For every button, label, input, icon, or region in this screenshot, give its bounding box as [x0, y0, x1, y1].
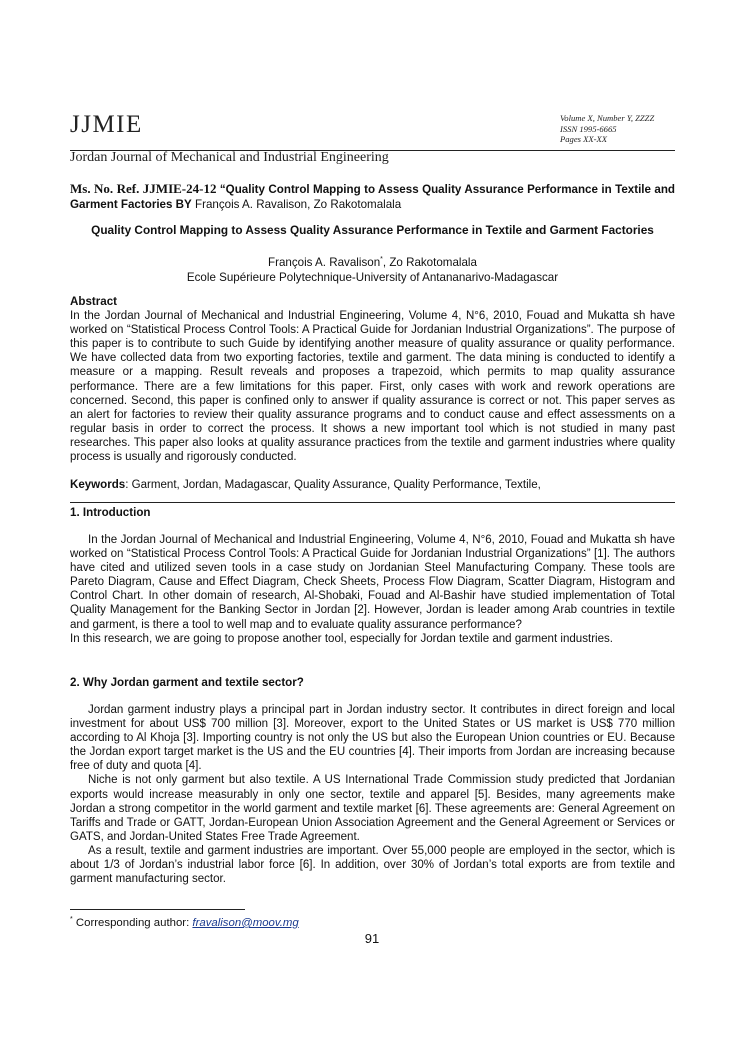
abstract-body: In the Jordan Journal of Mechanical and Industrial Engineering, Volume 4, N°6, 2010, Fouad and Mukatta sh have worked on “Statistical Process Control Tools: A Practical Guide for Jordanian Industrial Organizations”. The purpose of this paper is to contribute to such Guide by identifying another measure of quality assurance or quality performance. We have collected data from two exporting factories, textile and garment. The data mining is conducted to identify a measure or a mapping. Result reveals and proposes a trapezoid, which permits to map quality assurance performance. There are a few limitations for this paper. First, only cases with work and rework operations are concerned. Second, this paper is confined only to answer if quality assurance is correct or not. This paper serves as an alert for factories to review their quality assurance programs and to conduct cause and effect assessments on a regular basis in order to correct the process. It shows a new important tool which is not studied in many past researches. This paper also looks at quality assurance practices from the textile and garment industries where quality process is usually and rigorously conducted. [70, 310, 675, 464]
abstract-heading: Abstract [70, 295, 118, 308]
manuscript-authors: François A. Ravalison, Zo Rakotomalala [191, 198, 402, 211]
section-introduction [70, 506, 675, 520]
corresponding-email-link[interactable]: fravalison@moov.mg [192, 916, 299, 929]
footnote [70, 916, 299, 929]
section1-paragraph-1: In the Jordan Journal of Mechanical and Industrial Engineering, Volume 4, N°6, 2010, Fouad and Mukatta sh have worked on “Statistical Process Control Tools: A Practical Guide for Jordanian Industrial Organizations” [1]. The authors have cited and utilized seven tools in a case study on Jordanian Steel Manufacturing Company. These tools are Pareto Diagram, Cause and Effect Diagram, Check Sheets, Process Flow Diagram, Scatter Diagram, Histogram and Control Chart. In other domain of research, Al-Shobaki, Fouad and Al-Bashir have studied implementation of Total Quality Management for the Banking Sector in Jordan [2]. However, Jordan is leader among Arab countries in textile and garment, is there a tool to well map and to evaluate quality assurance performance? [70, 534, 675, 631]
affiliation: Ecole Supérieure Polytechnique-University of Antananarivo-Madagascar [186, 270, 559, 284]
page-number: 91 [364, 931, 380, 946]
footnote-rule [70, 909, 245, 910]
footnote-label: Corresponding author: [72, 916, 193, 929]
section1-paragraph-2: In this research, we are going to propose another tool, especially for Jordan textile and garment industries. [70, 632, 614, 645]
footnote-mark: * [70, 916, 73, 923]
author-1: François A. Ravalison [268, 255, 381, 269]
manuscript-number: Ms. No. Ref. JJMIE-24-12 [70, 181, 217, 196]
author-2: , Zo Rakotomalala [382, 255, 477, 269]
keywords-line [70, 478, 675, 492]
issn-line: ISSN 1995-6665 [560, 123, 617, 134]
section2-paragraph-1: Jordan garment industry plays a principal part in Jordan industry sector. It contributes in direct foreign and local investment for about US$ 700 million [3]. Moreover, export to the United States or US market is US$ 770 million according to Al Khoja [3]. Importing country is not only the US but also the European Union countries or EU. Because the Jordan export target market is the US and the EU countries [4]. Their imports from Jordan are increasing because free of duty and quota [4]. [70, 704, 675, 773]
journal-logo: JJMIE [70, 111, 143, 138]
section1-heading: 1. Introduction [70, 506, 151, 519]
pages-line: Pages XX-XX [560, 134, 608, 144]
manuscript-title: “Quality Control Mapping to Assess Quality Assurance Performance in Textile and Garment Factories BY [70, 183, 675, 211]
section1-body [70, 533, 675, 646]
corresponding-mark: * [380, 256, 383, 263]
author-block [70, 252, 675, 285]
volume-line: Volume X, Number Y, ZZZZ [560, 113, 655, 123]
section2-body [70, 703, 675, 886]
issue-meta [560, 113, 654, 145]
section2-paragraph-2: Niche is not only garment but also textile. A US International Trade Commission study predicted that Jordanian exports would increase measurably in only one sector, textile and apparel [5]. Besides, many agreements make Jordan a strong competitor in the world garment and textile market [6]. These agreements are: General Agreement on Tariffs and Trade or GATT, Jordan-European Union Association Agreement and the General Agreement or Services or GATS, and Jordan-United States Free Trade Agreement. [70, 774, 675, 843]
keywords-label: Keywords [70, 479, 126, 491]
section-rule [70, 502, 675, 503]
keywords-text: : Garment, Jordan, Madagascar, Quality Assurance, Quality Performance, Textile, [125, 479, 541, 491]
journal-name: Jordan Journal of Mechanical and Industrial Engineering [70, 150, 389, 165]
section-why-jordan [70, 676, 675, 690]
section2-heading: 2. Why Jordan garment and textile sector? [70, 676, 304, 689]
paper-title: Quality Control Mapping to Assess Quality Assurance Performance in Textile and Garment Factories [91, 223, 654, 237]
abstract-section [70, 295, 675, 464]
manuscript-reference [70, 181, 675, 212]
journal-header [70, 108, 675, 150]
section2-paragraph-3: As a result, textile and garment industries are important. Over 55,000 people are employed in the sector, which is about 1/3 of Jordan’s industrial labor force [6]. In addition, over 30% of Jordan’s total exports are from textile and garment manufacturing sector. [70, 844, 675, 886]
